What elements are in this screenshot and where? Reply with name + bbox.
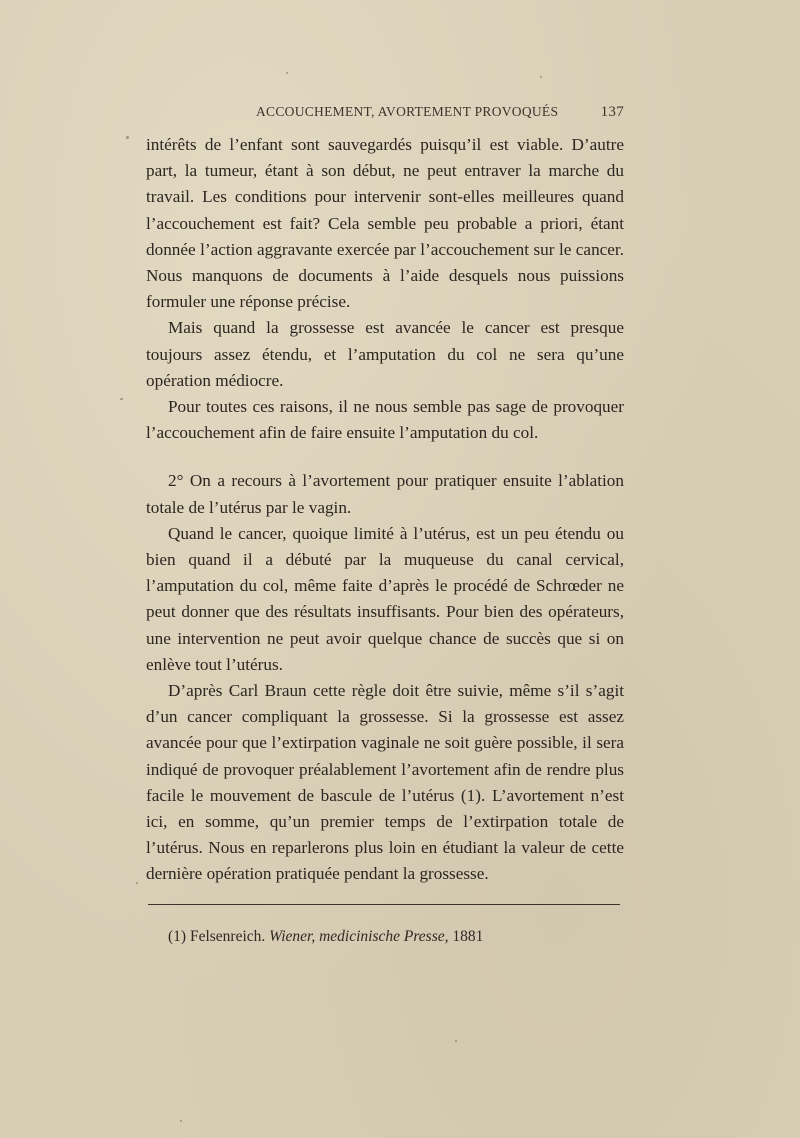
paragraph-continuation: intérêts de l’enfant sont sauvegardés puisqu’il est viable. D’autre part, la tumeur, étant à son début, ne peut entraver la marche du travail. Les conditions pour intervenir sont-elles meilleures quand l’accouchement est fait? Cela semble peu probable a priori, étant donnée l’action aggravante exercée par l’accouchement sur le cancer. Nous manquons de documents à l’aide desquels nous puissions formuler une réponse précise. — [146, 135, 624, 312]
paragraph: Mais quand la grossesse est avancée le cancer est presque toujours assez étendu, et l’amputation du col ne sera qu’une opération médiocre. — [146, 318, 624, 390]
footnote — [168, 928, 608, 946]
footnote-marker: (1) Felsenreich. — [168, 928, 266, 945]
footnote-rule — [148, 904, 620, 905]
body-text — [146, 132, 624, 888]
paper-speck — [180, 1120, 182, 1122]
paragraph: Quand le cancer, quoique limité à l’utérus, est un peu étendu ou bien quand il a débuté par la muqueuse du canal cervical, l’amputation du col, même faite d’après le procédé de Schrœder ne peut donner que des résultats insuffisants. Pour bien des opérateurs, une intervention ne peut avoir quelque chance de succès que si on enlève tout l’utérus. — [146, 523, 624, 674]
paper-speck — [540, 76, 542, 78]
paper-speck — [120, 398, 123, 400]
section-paragraph: 2° On a recours à l’avortement pour pratiquer ensuite l’ablation totale de l’utérus par le vagin. — [146, 471, 624, 517]
paper-speck — [455, 1040, 457, 1042]
footnote-journal: Wiener, medicinische Presse, — [269, 928, 449, 945]
paragraph: Pour toutes ces raisons, il ne nous semble pas sage de provoquer l’accouchement afin de faire ensuite l’amputation du col. — [146, 397, 624, 443]
page-number: 137 — [600, 104, 624, 120]
running-head — [146, 104, 624, 124]
paragraph: D’après Carl Braun cette règle doit être suivie, même s’il s’agit d’un cancer compliquant la grossesse. Si la grossesse est assez avancée pour que l’extirpation vaginale ne soit guère possible, il sera indiqué de provoquer préalablement l’avortement afin de rendre plus facile le mouvement de bascule de l’utérus (1). L’avortement n’est ici, en somme, qu’un premier temps de l’extirpation totale de l’utérus. Nous en reparlerons plus loin en étudiant la valeur de cette dernière opération pratiquée pendant la grossesse. — [146, 681, 624, 884]
running-title: ACCOUCHEMENT, AVORTEMENT PROVOQUÉS — [256, 104, 559, 119]
footnote-year: 1881 — [452, 928, 484, 945]
paper-speck — [126, 136, 129, 139]
paper-speck — [136, 882, 138, 884]
paper-speck — [286, 72, 288, 74]
